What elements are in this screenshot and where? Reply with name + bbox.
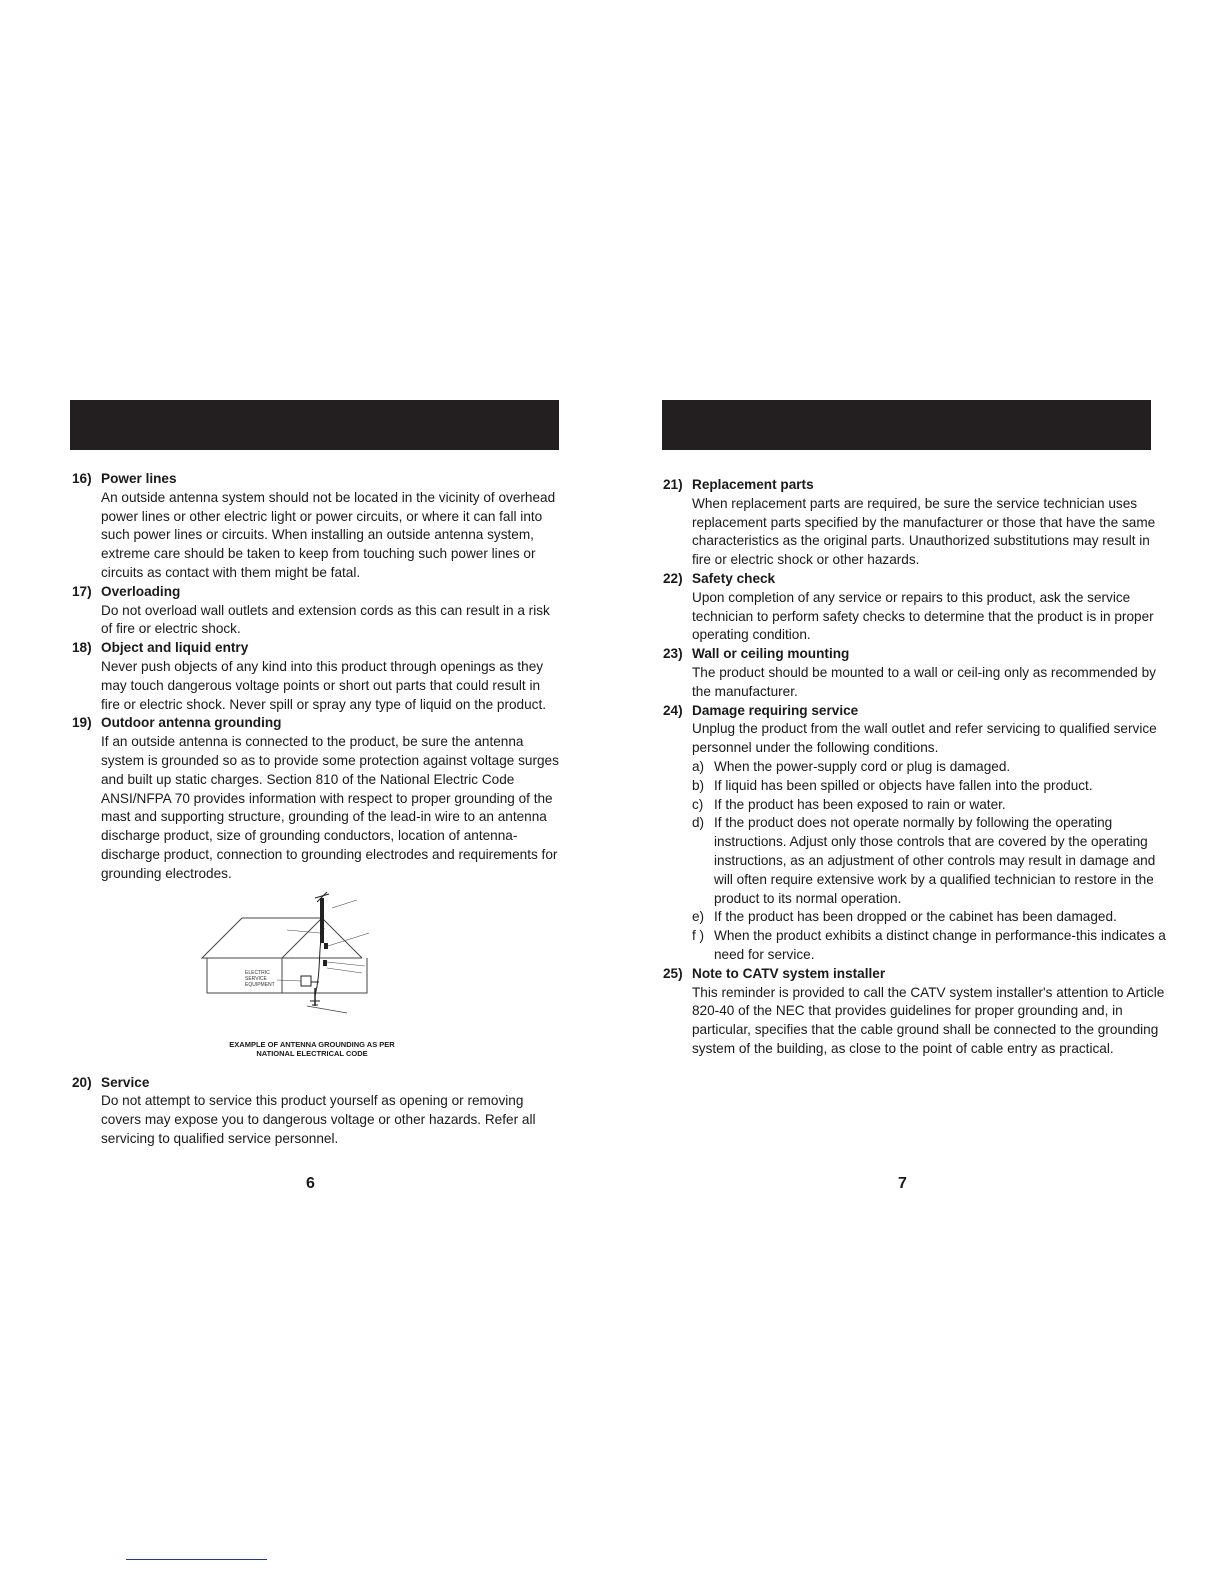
- antenna-grounding-diagram: [197, 888, 447, 1028]
- safety-item-18: [72, 639, 562, 714]
- sub-item-text: If the product does not operate normally by following the operating instructions. Adjust only those controls that are covered by the operating instructions, as an adjustment of other controls may result in damage and will often require extensive work by a qualified technician to restore in the product to its normal operation.: [714, 815, 1156, 906]
- item-title: Note to CATV system installer: [692, 965, 886, 981]
- item-number: 22): [663, 570, 683, 586]
- item-body: Do not attempt to service this product yourself as opening or removing covers may expose you to dangerous voltage or other hazards. Refer all servicing to qualified service personnel.: [101, 1093, 536, 1146]
- safety-item-21: [663, 476, 1168, 570]
- sub-item-a: [692, 758, 1168, 777]
- sub-item-text: If the product has been dropped or the cabinet has been damaged.: [714, 909, 1117, 925]
- footer-rule: [126, 1559, 267, 1560]
- figure-caption: [72, 1040, 552, 1058]
- item-number: 16): [72, 471, 92, 486]
- item-title: Power lines: [101, 471, 177, 486]
- sub-item-letter: c): [692, 796, 704, 812]
- item-body: When replacement parts are required, be sure the service technician uses replacement parts specified by the manufacturer or those that have the same characteristics as the original parts. Unauthorized substitutions may result in fire or electric shock or other hazards.: [692, 495, 1156, 568]
- sub-item-text: When the power-supply cord or plug is damaged.: [714, 758, 1011, 774]
- item-number: 20): [72, 1074, 92, 1090]
- right-header-bar: [662, 400, 1151, 450]
- sub-item-letter: f ): [692, 928, 705, 944]
- right-page-column: [663, 476, 1168, 1059]
- item-title: Object and liquid entry: [101, 640, 249, 656]
- item-title: Overloading: [101, 583, 181, 599]
- item-number: 18): [72, 640, 92, 656]
- item-body: An outside antenna system should not be located in the vicinity of overhead power lines or other electric light or power circuits, or where it can fall into such power lines or circuits. When installing an outside antenna system, extreme care should be taken to keep from touching such power lines or circuits as contact with them might be fatal.: [101, 489, 556, 580]
- safety-item-22: [663, 570, 1168, 645]
- left-page-column: [72, 470, 562, 1149]
- item-title: Safety check: [692, 570, 776, 586]
- page-number-left: 6: [306, 1175, 315, 1192]
- figure-label-service: SERVICE: [245, 975, 267, 982]
- item-title: Wall or ceiling mounting: [692, 646, 850, 662]
- item-number: 21): [663, 477, 683, 492]
- sub-item-c: [692, 796, 1168, 815]
- item-body: This reminder is provided to call the CATV system installer's attention to Article 820-40 of the NEC that provides guidelines for proper grounding and, in particular, specifies that the cable ground shall be connected to the grounding system of the building, as close to the point of cable entry as practical.: [692, 984, 1165, 1056]
- sub-item-text: If the product has been exposed to rain or water.: [714, 796, 1006, 812]
- item-number: 25): [663, 965, 683, 981]
- figure-label-electric: ELECTRIC: [245, 969, 270, 976]
- sub-item-letter: a): [692, 758, 705, 774]
- item-body: The product should be mounted to a wall or ceil-ing only as recommended by the manufacturer.: [692, 664, 1156, 699]
- item-number: 23): [663, 646, 683, 662]
- antenna-grounding-figure: [72, 888, 562, 1068]
- safety-item-19: [72, 714, 562, 883]
- safety-item-20: [72, 1074, 562, 1149]
- left-header-bar: [70, 400, 559, 450]
- item-body: Upon completion of any service or repairs to this product, ask the service technician to perform safety checks to determine that the product is in proper operating condition.: [692, 589, 1154, 643]
- safety-item-16: [72, 470, 562, 583]
- sub-item-b: [692, 777, 1168, 796]
- safety-item-25: [663, 965, 1168, 1059]
- item-number: 17): [72, 583, 92, 599]
- item-body-intro: Unplug the product from the wall outlet and refer servicing to qualified service personnel under the following conditions.: [692, 721, 1157, 756]
- item-title: Damage requiring service: [692, 702, 859, 718]
- item-number: 24): [663, 702, 683, 718]
- item-body: Never push objects of any kind into this product through openings as they may touch dangerous voltage points or short out parts that could result in fire or electric shock. Never spill or spray any type of liquid on the product.: [101, 658, 547, 712]
- safety-item-24: [663, 702, 1168, 965]
- item-title: Replacement parts: [692, 477, 814, 492]
- sub-item-letter: d): [692, 815, 705, 831]
- item-title: Service: [101, 1074, 150, 1090]
- item-body: If an outside antenna is connected to the product, be sure the antenna system is grounded so as to provide some protection against voltage surges and built up static charges. Section 810 of the National Electric Code ANSI/NFPA 70 provides information with respect to proper grounding of the mast and supporting structure, grounding of the lead-in wire to an antenna discharge product, size of grounding conductors, location of antenna-discharge product, connection to grounding electrodes and requirements for grounding electrodes.: [101, 734, 559, 881]
- item-title: Outdoor antenna grounding: [101, 715, 282, 731]
- page-number-right: 7: [898, 1175, 907, 1192]
- item-body: [663, 720, 1168, 964]
- sub-item-text: When the product exhibits a distinct change in performance-this indicates a need for service.: [714, 928, 1166, 962]
- sub-item-d: [692, 814, 1168, 908]
- safety-item-17: [72, 583, 562, 639]
- figure-caption-line2: NATIONAL ELECTRICAL CODE: [256, 1048, 368, 1058]
- figure-label-equipment: EQUIPMENT: [245, 981, 275, 988]
- safety-item-23: [663, 645, 1168, 701]
- item-number: 19): [72, 715, 92, 731]
- sub-item-letter: b): [692, 777, 705, 793]
- sub-item-e: [692, 908, 1168, 927]
- sub-item-text: If liquid has been spilled or objects have fallen into the product.: [714, 777, 1093, 793]
- sub-item-letter: e): [692, 909, 705, 925]
- item-body: Do not overload wall outlets and extension cords as this can result in a risk of fire or electric shock.: [101, 602, 550, 637]
- sub-item-f: [692, 927, 1168, 965]
- figure-caption-line1: EXAMPLE OF ANTENNA GROUNDING AS PER: [229, 1039, 395, 1049]
